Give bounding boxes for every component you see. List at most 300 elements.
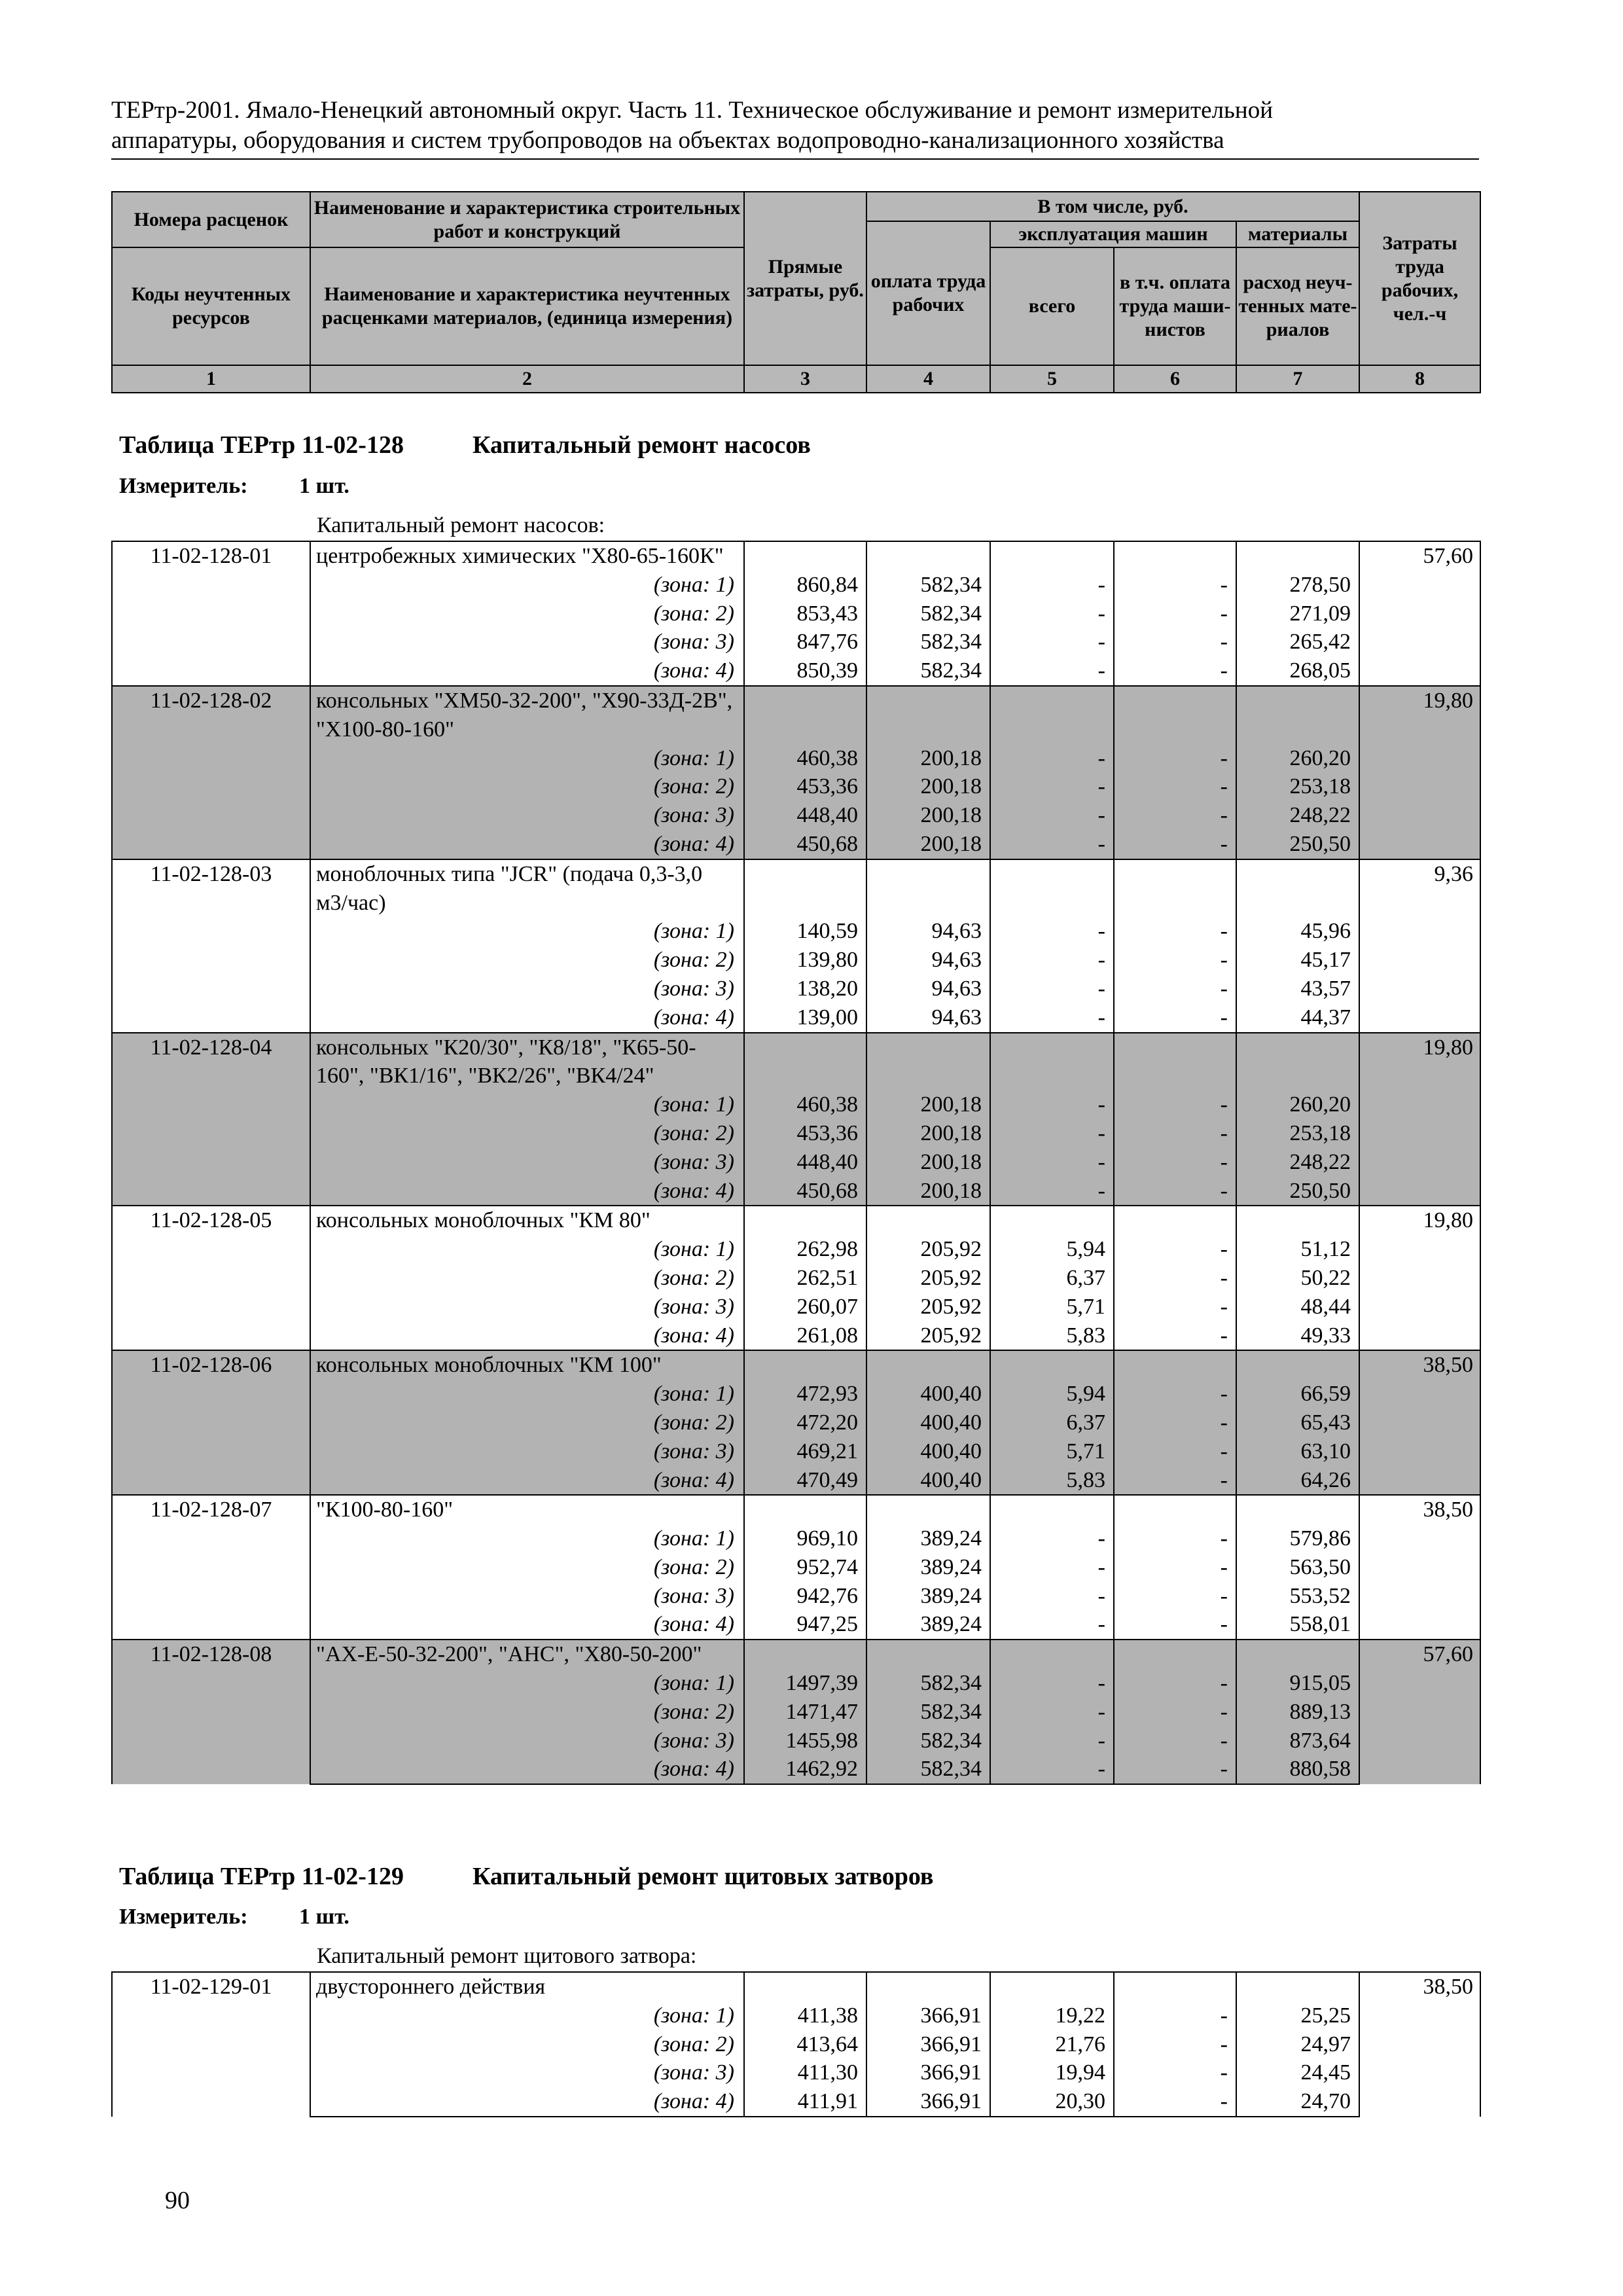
table-row [112, 1698, 1480, 1727]
zone-label: (зона: 2) [310, 772, 744, 801]
zone-label: (зона: 1) [310, 917, 744, 946]
empty-cell [866, 1033, 990, 1091]
materials-cost: 24,97 [1236, 2030, 1359, 2059]
machine-cost: - [990, 1177, 1114, 1206]
direct-cost: 450,68 [744, 830, 866, 859]
rate-code: 11-02-128-05 [112, 1206, 310, 1350]
materials-cost: 260,20 [1236, 744, 1359, 773]
empty-cell [1114, 541, 1236, 571]
empty-cell [1236, 1033, 1359, 1091]
machine-cost: 5,94 [990, 1380, 1114, 1408]
machinist-pay: - [1114, 1582, 1236, 1611]
table-row [112, 1972, 1480, 2001]
direct-cost: 1462,92 [744, 1755, 866, 1784]
zone-label: (зона: 1) [310, 1669, 744, 1698]
direct-cost: 262,51 [744, 1264, 866, 1293]
worker-pay: 389,24 [866, 1610, 990, 1640]
machinist-pay: - [1114, 1321, 1236, 1351]
empty-cell [1236, 859, 1359, 918]
machine-cost: - [990, 744, 1114, 773]
col-7-header: расход неуч-тенных мате-риалов [1236, 247, 1359, 365]
direct-cost: 460,38 [744, 744, 866, 773]
col-number-3: 3 [744, 365, 866, 393]
worker-pay: 582,34 [866, 600, 990, 628]
table-row [112, 1582, 1480, 1611]
zone-label: (зона: 3) [310, 628, 744, 656]
table-row [112, 2058, 1480, 2087]
materials-cost: 579,86 [1236, 1524, 1359, 1553]
worker-pay: 389,24 [866, 1524, 990, 1553]
table-1-measure [119, 474, 349, 499]
col-4-header: оплата труда рабочих [866, 221, 990, 365]
zone-label: (зона: 2) [310, 1119, 744, 1148]
col-number-7: 7 [1236, 365, 1359, 393]
direct-cost: 448,40 [744, 801, 866, 830]
table-row [112, 1727, 1480, 1755]
zone-label: (зона: 2) [310, 1408, 744, 1437]
machinist-pay: - [1114, 628, 1236, 656]
table-row [112, 830, 1480, 859]
zone-label: (зона: 4) [310, 830, 744, 859]
worker-pay: 366,91 [866, 2030, 990, 2059]
empty-cell [990, 1350, 1114, 1380]
worker-pay: 200,18 [866, 744, 990, 773]
worker-pay: 400,40 [866, 1466, 990, 1496]
machinist-pay: - [1114, 946, 1236, 975]
zone-label: (зона: 3) [310, 1148, 744, 1177]
machinist-pay: - [1114, 1610, 1236, 1640]
table-row [112, 1669, 1480, 1698]
machine-cost: 19,94 [990, 2058, 1114, 2087]
direct-cost: 469,21 [744, 1437, 866, 1466]
machinist-pay: - [1114, 1293, 1236, 1321]
zone-label: (зона: 2) [310, 1698, 744, 1727]
col-2-header-bottom: Наименование и характеристика неучтенных расценками материалов, (единица измерения) [310, 247, 744, 365]
zone-label: (зона: 3) [310, 1582, 744, 1611]
machine-cost: 19,22 [990, 2001, 1114, 2030]
machinist-pay: - [1114, 1466, 1236, 1496]
machine-cost: - [990, 917, 1114, 946]
materials-cost: 66,59 [1236, 1380, 1359, 1408]
empty-cell [1236, 686, 1359, 744]
empty-cell [990, 1972, 1114, 2001]
rate-code: 11-02-128-06 [112, 1350, 310, 1495]
work-name: "К100-80-160" [310, 1495, 744, 1524]
machinist-pay: - [1114, 656, 1236, 686]
rate-code: 11-02-128-04 [112, 1033, 310, 1206]
materials-cost: 553,52 [1236, 1582, 1359, 1611]
machinist-pay: - [1114, 1553, 1236, 1582]
work-name: моноблочных типа "JCR" (подача 0,3-3,0 м3/час) [310, 859, 744, 918]
machinist-pay: - [1114, 772, 1236, 801]
direct-cost: 850,39 [744, 656, 866, 686]
col-5-header: всего [990, 247, 1114, 365]
zone-label: (зона: 1) [310, 1090, 744, 1119]
machinist-pay: - [1114, 744, 1236, 773]
materials-cost: 873,64 [1236, 1727, 1359, 1755]
empty-cell [866, 1972, 990, 2001]
materials-cost: 253,18 [1236, 1119, 1359, 1148]
direct-cost: 853,43 [744, 600, 866, 628]
incl-header: В том числе, руб. [866, 192, 1359, 221]
table-row [112, 1090, 1480, 1119]
col-number-5: 5 [990, 365, 1114, 393]
worker-pay: 582,34 [866, 1669, 990, 1698]
materials-cost: 250,50 [1236, 1177, 1359, 1206]
page-number: 90 [165, 2187, 190, 2214]
table-1-name: Капитальный ремонт насосов [473, 431, 811, 459]
machinist-pay: - [1114, 1755, 1236, 1784]
worker-pay: 200,18 [866, 1090, 990, 1119]
direct-cost: 460,38 [744, 1090, 866, 1119]
empty-cell [1114, 859, 1236, 918]
table-row [112, 744, 1480, 773]
empty-cell [866, 859, 990, 918]
table-2-title [119, 1862, 933, 1891]
empty-cell [990, 1206, 1114, 1235]
running-header-line-2: аппаратуры, оборудования и систем трубопроводов на объектах водопроводно-канализационного хозяйства [111, 127, 1224, 154]
materials-cost: 25,25 [1236, 2001, 1359, 2030]
work-name: "АХ-Е-50-32-200", "АНС", "Х80-50-200" [310, 1640, 744, 1669]
machine-cost: 6,37 [990, 1264, 1114, 1293]
labor-cost: 38,50 [1359, 1350, 1480, 1495]
machinist-pay: - [1114, 2058, 1236, 2087]
table-row [112, 1755, 1480, 1784]
empty-cell [744, 541, 866, 571]
machine-cost: - [990, 975, 1114, 1003]
table-row [112, 801, 1480, 830]
direct-cost: 450,68 [744, 1177, 866, 1206]
materials-cost: 563,50 [1236, 1553, 1359, 1582]
machinist-pay: - [1114, 1524, 1236, 1553]
machine-cost: 20,30 [990, 2087, 1114, 2117]
direct-cost: 470,49 [744, 1466, 866, 1496]
machine-cost: - [990, 1003, 1114, 1033]
table-row [112, 571, 1480, 600]
materials-cost: 915,05 [1236, 1669, 1359, 1698]
measure-value: 1 шт. [299, 1905, 349, 1929]
zone-label: (зона: 2) [310, 946, 744, 975]
zone-label: (зона: 3) [310, 975, 744, 1003]
labor-cost: 57,60 [1359, 1640, 1480, 1784]
machine-cost: 21,76 [990, 2030, 1114, 2059]
worker-pay: 205,92 [866, 1293, 990, 1321]
rate-code: 11-02-129-01 [112, 1972, 310, 2117]
machine-cost: - [990, 1669, 1114, 1698]
machine-cost: 6,37 [990, 1408, 1114, 1437]
table-row [112, 946, 1480, 975]
table-row [112, 975, 1480, 1003]
table-2-body [111, 1971, 1481, 2117]
rate-code: 11-02-128-02 [112, 686, 310, 859]
worker-pay: 366,91 [866, 2087, 990, 2117]
machine-cost: - [990, 1727, 1114, 1755]
work-name: консольных "К20/30", "К8/18", "К65-50-160", "ВК1/16", "ВК2/26", "ВК4/24" [310, 1033, 744, 1091]
machinist-pay: - [1114, 2087, 1236, 2117]
materials-cost: 278,50 [1236, 571, 1359, 600]
table-row [112, 2001, 1480, 2030]
table-row [112, 1293, 1480, 1321]
zone-label: (зона: 1) [310, 1524, 744, 1553]
materials-cost: 65,43 [1236, 1408, 1359, 1437]
rate-code: 11-02-128-03 [112, 859, 310, 1033]
machinist-pay: - [1114, 1727, 1236, 1755]
worker-pay: 582,34 [866, 656, 990, 686]
col-number-2: 2 [310, 365, 744, 393]
machine-cost: 5,71 [990, 1437, 1114, 1466]
machinist-pay: - [1114, 2030, 1236, 2059]
col-1-header-bottom: Коды неучтенных ресурсов [112, 247, 310, 365]
worker-pay: 205,92 [866, 1235, 990, 1264]
machine-cost: 5,71 [990, 1293, 1114, 1321]
machine-cost: - [990, 656, 1114, 686]
materials-cost: 250,50 [1236, 830, 1359, 859]
empty-cell [990, 1640, 1114, 1669]
machine-cost: - [990, 1119, 1114, 1148]
table-row [112, 600, 1480, 628]
table-row [112, 1003, 1480, 1033]
empty-cell [990, 686, 1114, 744]
table-row [112, 2087, 1480, 2117]
machine-cost: - [990, 600, 1114, 628]
empty-cell [1114, 1640, 1236, 1669]
zone-label: (зона: 1) [310, 744, 744, 773]
materials-cost: 45,96 [1236, 917, 1359, 946]
col-number-8: 8 [1359, 365, 1480, 393]
empty-cell [1236, 1972, 1359, 2001]
table-row [112, 1524, 1480, 1553]
rate-code: 11-02-128-08 [112, 1640, 310, 1784]
col-number-1: 1 [112, 365, 310, 393]
empty-cell [1114, 1972, 1236, 2001]
zone-label: (зона: 1) [310, 571, 744, 600]
zone-label: (зона: 4) [310, 1755, 744, 1784]
zone-label: (зона: 3) [310, 2058, 744, 2087]
direct-cost: 139,80 [744, 946, 866, 975]
empty-cell [990, 541, 1114, 571]
worker-pay: 200,18 [866, 801, 990, 830]
direct-cost: 140,59 [744, 917, 866, 946]
zone-label: (зона: 4) [310, 1466, 744, 1496]
direct-cost: 448,40 [744, 1148, 866, 1177]
empty-cell [866, 541, 990, 571]
worker-pay: 200,18 [866, 1148, 990, 1177]
materials-cost: 248,22 [1236, 801, 1359, 830]
table-row [112, 917, 1480, 946]
materials-header: материалы [1236, 221, 1359, 247]
materials-cost: 24,45 [1236, 2058, 1359, 2087]
measure-value: 1 шт. [299, 474, 349, 498]
table-1-body [111, 541, 1481, 1785]
table-2-group-heading: Капитальный ремонт щитового затвора: [317, 1944, 697, 1968]
materials-cost: 889,13 [1236, 1698, 1359, 1727]
machinist-pay: - [1114, 1148, 1236, 1177]
measure-label: Измеритель: [119, 1905, 248, 1929]
machinist-pay: - [1114, 571, 1236, 600]
machine-cost: - [990, 1148, 1114, 1177]
worker-pay: 94,63 [866, 1003, 990, 1033]
machinist-pay: - [1114, 2001, 1236, 2030]
table-row [112, 1177, 1480, 1206]
materials-cost: 50,22 [1236, 1264, 1359, 1293]
table-1-group-heading: Капитальный ремонт насосов: [317, 513, 605, 537]
col-number-6: 6 [1114, 365, 1236, 393]
materials-cost: 43,57 [1236, 975, 1359, 1003]
zone-label: (зона: 4) [310, 656, 744, 686]
empty-cell [744, 686, 866, 744]
machinist-pay: - [1114, 600, 1236, 628]
zone-label: (зона: 3) [310, 801, 744, 830]
materials-cost: 558,01 [1236, 1610, 1359, 1640]
machine-cost: - [990, 1090, 1114, 1119]
running-header [111, 96, 1479, 156]
machine-cost: - [990, 1582, 1114, 1611]
empty-cell [1114, 1033, 1236, 1091]
empty-cell [744, 1350, 866, 1380]
col-number-4: 4 [866, 365, 990, 393]
direct-cost: 413,64 [744, 2030, 866, 2059]
machinist-pay: - [1114, 801, 1236, 830]
machine-cost: - [990, 571, 1114, 600]
zone-label: (зона: 2) [310, 600, 744, 628]
worker-pay: 582,34 [866, 1755, 990, 1784]
worker-pay: 200,18 [866, 1177, 990, 1206]
zone-label: (зона: 4) [310, 1610, 744, 1640]
direct-cost: 860,84 [744, 571, 866, 600]
machinist-pay: - [1114, 1380, 1236, 1408]
worker-pay: 200,18 [866, 830, 990, 859]
empty-cell [1236, 1350, 1359, 1380]
col-8-header: Затраты труда рабочих, чел.-ч [1359, 192, 1480, 365]
zone-label: (зона: 4) [310, 1003, 744, 1033]
worker-pay: 200,18 [866, 1119, 990, 1148]
machine-cost: - [990, 1610, 1114, 1640]
machine-cost: - [990, 801, 1114, 830]
table-row [112, 1437, 1480, 1466]
table-2-measure [119, 1905, 349, 1929]
materials-cost: 265,42 [1236, 628, 1359, 656]
zone-label: (зона: 4) [310, 1321, 744, 1351]
zone-label: (зона: 2) [310, 2030, 744, 2059]
materials-cost: 248,22 [1236, 1148, 1359, 1177]
empty-cell [1114, 1350, 1236, 1380]
worker-pay: 389,24 [866, 1582, 990, 1611]
measure-label: Измеритель: [119, 474, 248, 498]
materials-cost: 51,12 [1236, 1235, 1359, 1264]
worker-pay: 582,34 [866, 571, 990, 600]
zone-label: (зона: 1) [310, 1235, 744, 1264]
worker-pay: 205,92 [866, 1264, 990, 1293]
empty-cell [990, 859, 1114, 918]
machinist-pay: - [1114, 830, 1236, 859]
table-row [112, 1350, 1480, 1380]
table-row [112, 1466, 1480, 1496]
table-row [112, 1321, 1480, 1351]
worker-pay: 582,34 [866, 1698, 990, 1727]
zone-label: (зона: 1) [310, 1380, 744, 1408]
direct-cost: 472,93 [744, 1380, 866, 1408]
zone-label: (зона: 2) [310, 1553, 744, 1582]
labor-cost: 19,80 [1359, 1206, 1480, 1350]
materials-cost: 48,44 [1236, 1293, 1359, 1321]
materials-cost: 63,10 [1236, 1437, 1359, 1466]
zone-label: (зона: 1) [310, 2001, 744, 2030]
machine-cost: 5,83 [990, 1466, 1114, 1496]
worker-pay: 94,63 [866, 975, 990, 1003]
empty-cell [866, 1350, 990, 1380]
labor-cost: 57,60 [1359, 541, 1480, 686]
zone-label: (зона: 4) [310, 1177, 744, 1206]
direct-cost: 261,08 [744, 1321, 866, 1351]
direct-cost: 472,20 [744, 1408, 866, 1437]
machine-cost: - [990, 1698, 1114, 1727]
table-row [112, 1264, 1480, 1293]
empty-cell [744, 1972, 866, 2001]
machine-cost: - [990, 628, 1114, 656]
work-name: консольных "ХМ50-32-200", "Х90-33Д-2В", "Х100-80-160" [310, 686, 744, 744]
empty-cell [744, 1640, 866, 1669]
empty-cell [744, 859, 866, 918]
empty-cell [866, 1640, 990, 1669]
machinist-pay: - [1114, 1264, 1236, 1293]
worker-pay: 582,34 [866, 1727, 990, 1755]
materials-cost: 49,33 [1236, 1321, 1359, 1351]
worker-pay: 200,18 [866, 772, 990, 801]
table-2-name: Капитальный ремонт щитовых затворов [473, 1863, 934, 1890]
direct-cost: 453,36 [744, 1119, 866, 1148]
col-2-header-top: Наименование и характеристика строительных работ и конструкций [310, 192, 744, 247]
col-1-header-top: Номера расценок [112, 192, 310, 247]
machinist-pay: - [1114, 1003, 1236, 1033]
machine-cost: - [990, 830, 1114, 859]
table-row [112, 2030, 1480, 2059]
empty-cell [1236, 1640, 1359, 1669]
direct-cost: 453,36 [744, 772, 866, 801]
direct-cost: 411,38 [744, 2001, 866, 2030]
materials-cost: 260,20 [1236, 1090, 1359, 1119]
worker-pay: 389,24 [866, 1553, 990, 1582]
direct-cost: 1455,98 [744, 1727, 866, 1755]
worker-pay: 366,91 [866, 2001, 990, 2030]
materials-cost: 880,58 [1236, 1755, 1359, 1784]
zone-label: (зона: 3) [310, 1293, 744, 1321]
empty-cell [1114, 1495, 1236, 1524]
labor-cost: 9,36 [1359, 859, 1480, 1033]
work-name: консольных моноблочных "КМ 80" [310, 1206, 744, 1235]
zone-label: (зона: 3) [310, 1437, 744, 1466]
direct-cost: 952,74 [744, 1553, 866, 1582]
empty-cell [990, 1495, 1114, 1524]
empty-cell [866, 686, 990, 744]
machinist-pay: - [1114, 917, 1236, 946]
materials-cost: 24,70 [1236, 2087, 1359, 2117]
table-row [112, 1235, 1480, 1264]
direct-cost: 1497,39 [744, 1669, 866, 1698]
machine-cost: 5,94 [990, 1235, 1114, 1264]
direct-cost: 942,76 [744, 1582, 866, 1611]
direct-cost: 411,91 [744, 2087, 866, 2117]
empty-cell [866, 1206, 990, 1235]
worker-pay: 366,91 [866, 2058, 990, 2087]
worker-pay: 400,40 [866, 1408, 990, 1437]
direct-cost: 969,10 [744, 1524, 866, 1553]
machinist-pay: - [1114, 1669, 1236, 1698]
empty-cell [744, 1033, 866, 1091]
machine-cost: - [990, 1553, 1114, 1582]
table-row [112, 628, 1480, 656]
direct-cost: 847,76 [744, 628, 866, 656]
table-1-code: Таблица ТЕРтр 11-02-128 [119, 431, 404, 459]
